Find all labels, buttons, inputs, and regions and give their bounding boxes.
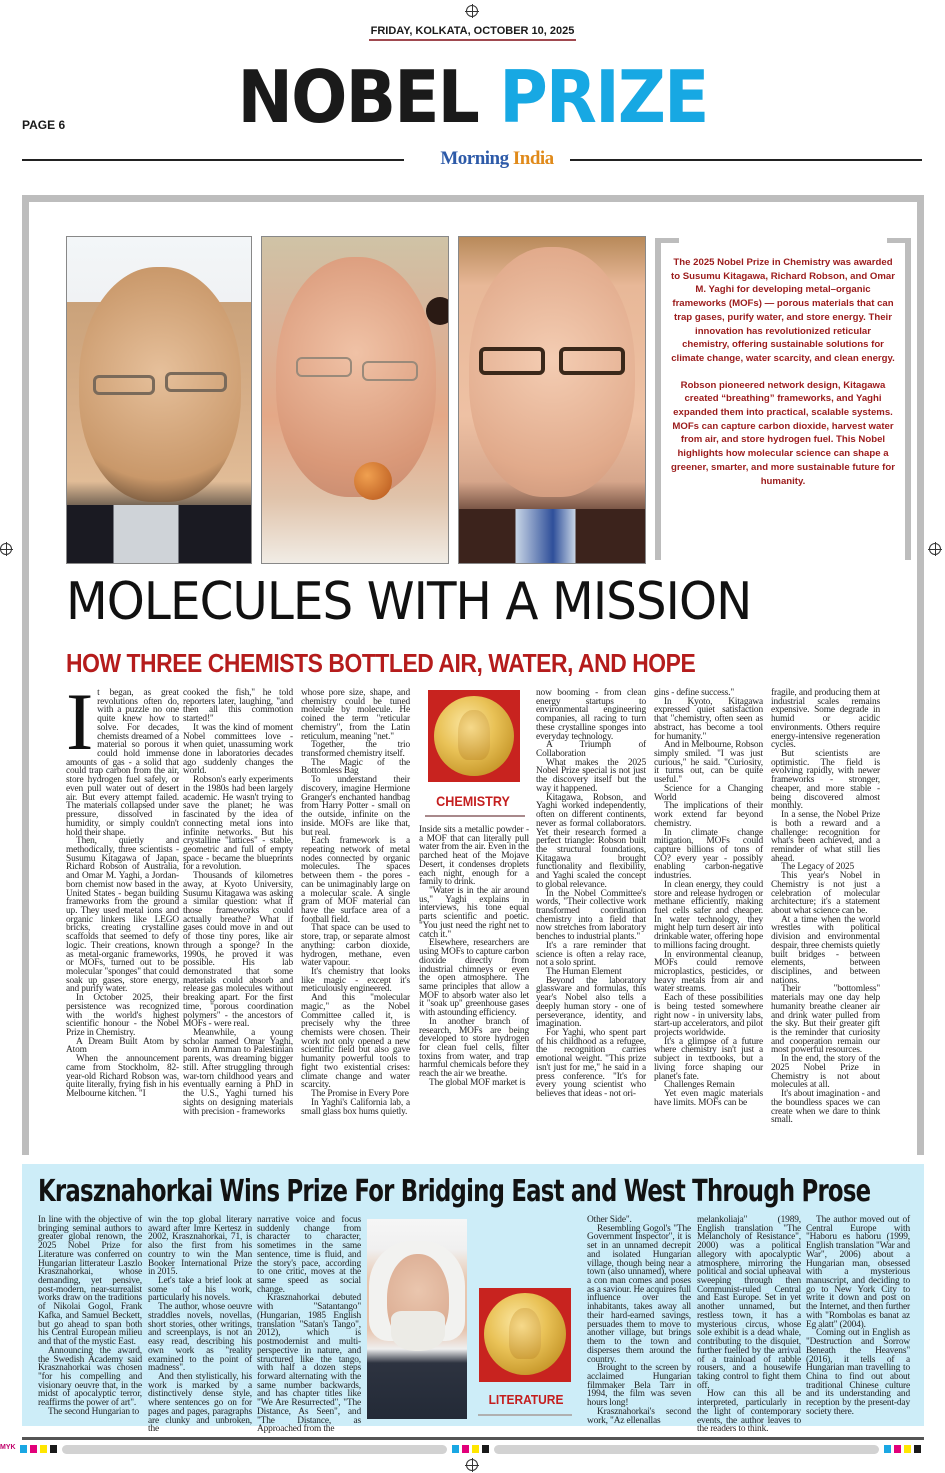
literature-label-rule <box>478 1414 572 1416</box>
masthead-prize: PRIZE <box>499 55 708 139</box>
jacket <box>67 505 252 564</box>
literature-column-3: narrative voice and focus suddenly change from character to character, sometimes in the same sentence, time is fluid, and the story's pace, according to one critic, moves at the same speed as social change. Krasznahorkai debuted with "Satantango" (Hungarian, 1985 English translation "Satan's Tango", 2012), which is postmodernist and multi-perspective in nature, and structured like the tango, with half a dozen steps forward alternating with the same number backwards, and has chapter titles like "We Are Resurrected", "The Distance, As Seen", and "The Distance, as Approached from the <box>257 1215 361 1435</box>
print-bar-left <box>62 1445 447 1454</box>
brand-row <box>22 148 922 172</box>
photo-krasznahorkai <box>367 1219 467 1419</box>
article-column-2: cooked the fish," he told reporters later, laughing, "and then all this commotion started!" It was the kind of moment Nobel committees love - when quiet, unassuming work done in laboratories decades ago suddenly changes the world. Robson's early experiments in the 1980s had been largely academic. He wasn't trying to save the planet; he was fascinated by the idea of connecting metal ions into infinite networks. But his crystalline "lattices" - stable, geometric and full of empty space - became the blueprints for a revolution. Thousands of kilometres away, at Kyoto University, Susumu Kitagawa was asking a similar question: what if those frameworks could actually breathe? What if gases could move in and out of those tiny pores, like air through a sponge? In the 1990s, he proved it was possible. His lab demonstrated that some materials could absorb and release gas molecules without breaking apart. For the first time, "porous coordination polymers" - the ancestors of MOFs - were real. Meanwhile, a young scholar named Omar Yaghi, born in Amman to Palestinian parents, was dreaming bigger still. After struggling through war-torn childhood years and eventually earning a PhD in the U.S., Yaghi turned his sights on designing materials with precision - frameworks <box>183 688 293 1117</box>
nobel-medal-icon <box>484 1293 566 1375</box>
literature-column-5: melankoliaja" (1989, English translation "The Melancholy of Resistance", 2000) was a political allegory with apocalyptic atmosphere, mirroring the political and social upheaval sweeping through then Communist-ruled Central and East Europe. Set in yet another unnamed, but restless town, it has a mysterious circus, whose sole exhibit is a dead whale, contributing to the disquiet, further fuelled by the arrival of a trainload of rabble rousers, and a housewife taking control to fight them off. How can this all be interpreted, particularly in the light of contemporary events, the author leaves to the readers to think. <box>697 1215 801 1435</box>
color-swatches-center <box>452 1445 489 1453</box>
page-number: PAGE 6 <box>22 118 66 132</box>
swatch-black <box>50 1445 57 1453</box>
molecule-model-ball-dark <box>426 297 449 325</box>
photo-yaghi <box>458 236 646 564</box>
literature-medal-image <box>479 1288 571 1382</box>
registration-mark-top <box>466 5 478 17</box>
summary-paragraph: Robson pioneered network design, Kitagawa created “breathing” frameworks, and Yaghi expanded them into practical, scalable systems. MOFs can capture carbon dioxide, harvest water from air, and store hydrogen fuel. This Nobel highlights how molecular science can shape a greener, smarter, and more sustainable future for humanity. <box>671 379 895 487</box>
swatch-cyan <box>884 1445 891 1453</box>
nobel-medal-icon <box>434 696 514 776</box>
literature-headline: Krasznahorkai Wins Prize For Bridging East and West Through Prose <box>38 1174 871 1209</box>
summary-paragraph: The 2025 Nobel Prize in Chemistry was awarded to Susumu Kitagawa, Richard Robson, and Omar M. Yaghi for developing metal–organic frameworks (MOFs) — porous materials that can trap gases, purify water, and store energy. Their innovation has revolutionized reticular chemistry, offering sustainable solutions for climate change, water scarcity, and clean energy. <box>671 257 895 364</box>
divider-right <box>570 159 922 161</box>
swatch-yellow <box>904 1445 911 1453</box>
molecule-model-ball <box>354 462 392 500</box>
print-bar-right <box>494 1445 879 1454</box>
article-column-5: now booming - from clean energy startups to environmental engineering companies, all racing to turn these crystalline sponges into everyday technology. A Triumph of Collaboration What makes the 2025 Nobel Prize special is not just the discovery itself but the way it happened. Kitagawa, Robson, and Yaghi worked independently, often on different continents, never as formal collaborators. Yet their research formed a perfect triangle: Robson built the structural foundations, Kitagawa brought functionality and flexibility, and Yaghi scaled the concept to global relevance. In the Nobel Committee's words, "Their collective work transformed coordination chemistry into a field that now stretches from laboratory benches to industrial plants." It's a rare reminder that science is often a relay race, not a solo sprint. The Human Element Beyond the laboratory glassware and formulas, this year's Nobel also tells a deeply human story - one of perseverance, identity, and imagination. For Yaghi, who spent part of his childhood as a refugee, the recognition carries emotional weight. "This prize isn't just for me," he said in a press conference. "It's for every young scientist who believes that ideas - not ori- <box>536 688 646 1100</box>
registration-mark-right <box>929 543 941 555</box>
article-column-7: fragile, and producing them at industrial scales remains expensive. Some degrade in humid or acidic environments. Others require energy-intensive regeneration cycles. But scientists are optimistic. The field is evolving rapidly, with newer frameworks - stronger, cheaper, and more stable - being discovered almost monthly. In a sense, the Nobel Prize is both a reward and a challenge: recognition for what's been achieved, and a reminder of what still lies ahead. The Legacy of 2025 This year's Nobel in Chemistry is not just a celebration of molecular architecture; it's a statement about what science can be. At a time when the world wrestles with political division and environmental despair, three chemists quietly built bridges - between elements, between disciplines, and between nations. Their "bottomless" materials may one day help humanity breathe cleaner air and drink water pulled from the sky. But their greater gift is the reminder that curiosity and cooperation remain our most powerful resources. In the end, the story of the 2025 Nobel Prize in Chemistry is not about molecules at all. It's about imagination - and the boundless spaces we can create when we dare to think small. <box>771 688 881 1126</box>
chemistry-summary-sidebar <box>655 238 911 560</box>
glasses <box>559 347 625 375</box>
divider-left <box>22 159 404 161</box>
photo-robson <box>261 236 449 564</box>
masthead <box>38 55 907 139</box>
article-column-3: whose pore size, shape, and chemistry could be tuned molecule by molecule. He coined the term "reticular chemistry", from the Latin reticulum, meaning "net." Together, the trio transformed chemistry itself. The Magic of the Bottomless Bag To understand their discovery, imagine Hermione Granger's enchanted handbag from Harry Potter - small on the outside, infinite on the inside. MOFs are like that, but real. Each framework is a repeating network of metal nodes connected by organic molecules. The spaces between them - the pores - can be unimaginably large on a molecular scale. A single gram of MOF material can have the surface area of a football field. That space can be used to store, trap, or separate almost anything: carbon dioxide, hydrogen, methane, even water vapour. It's chemistry that looks like magic - except it's meticulously engineered. And this "molecular magic," as the Nobel Committee called it, is precisely why the three chemists were chosen. Their work not only opened a new scientific field but also gave humanity powerful tools to fight two existential crises: climate change and water scarcity. The Promise in Every Pore In Yaghi's California lab, a small glass box hums quietly. <box>301 688 410 1117</box>
swatch-magenta <box>894 1445 901 1453</box>
swatch-yellow <box>472 1445 479 1453</box>
chemistry-label: CHEMISTRY <box>436 793 510 809</box>
glasses <box>362 361 418 381</box>
photo-kitagawa <box>66 236 252 564</box>
article-column-4: Inside sits a metallic powder - a MOF that can literally pull water from the air. Even in the parched heat of the Mojave Desert, it condenses droplets each night, enough for a family to drink. "Water is in the air around us," Yaghi explains in interviews, his tone equal parts scientific and poetic. "You just need the right net to catch it." Elsewhere, researchers are using MOFs to capture carbon dioxide directly from industrial chimneys or even the open atmosphere. The same principles that allow a MOF to absorb water also let it "soak up" greenhouse gases with astounding efficiency. In another branch of research, MOFs are being developed to store hydrogen for clean fuel cells, filter toxins from water, and trap harmful chemicals before they reach the air we breathe. The global MOF market is <box>419 825 529 1088</box>
glasses <box>93 375 155 395</box>
literature-column-2: win the top global literary award after Imre Kertesz in 2002, Krasznahorkai, 71, is also the first from his country to win the Man Booker International Prize in 2015. Let's take a brief look at some of his work, particularly his novels. The author, whose oeuvre straddles novels, novellas, short stories, other writings, and screenplays, is not an easy read, describing his own work as "reality examined to the point of madness". And then stylistically, his work is marked by a distinctively dense style, where sentences go on for pages and pages, paragraphs are clunky and unbroken, the <box>148 1215 252 1435</box>
swatch-black <box>482 1445 489 1453</box>
registration-mark-left <box>0 543 12 555</box>
article-headline: MOLECULES WITH A MISSION <box>66 572 752 632</box>
jacket <box>459 509 646 564</box>
chemistry-label-rule <box>425 815 525 817</box>
brand-logo: Morning India <box>440 148 554 169</box>
beard <box>391 1311 445 1351</box>
literature-label: LITERATURE <box>488 1392 564 1407</box>
color-swatches-right <box>884 1445 921 1453</box>
literature-column-1: In line with the objective of bringing seminal authors to greater global renown, the 2025 Nobel Prize for Literature was conferred on Hungarian litterateur Laszlo Krasznahorkai, whose demanding, yet pensive, post-modern, near-surrealist works draw on the traditions of Nikolai Gogol, Frank Kafka, and Samuel Beckett, but go ahead to span both his Central European milieu and that of the mystic East. Announcing the award, the Swedish Academy said Krasznahorkai was chosen "for his compelling and visionary oeuvre that, in the midst of apocalyptic terror, reaffirms the power of art". The second Hungarian to <box>38 1215 142 1417</box>
glasses <box>479 347 545 375</box>
literature-column-6: The author moved out of Central Europe with "Haboru es haboru (1999, English translation "War and War", 2006) about a Hungarian man, obsessed with a mysterious manuscript, and deciding to go to New York City to write it down and post on the Internet, and then further with "Rombolas es banat az Eg alatt" (2004). Coming out in English as "Destruction and Sorrow Beneath the Heavens" (2016), it tells of a Hungarian man travelling to China to find out about traditional Chinese culture and its understanding and reception by the present-day society there. <box>806 1215 910 1417</box>
bottom-rule <box>22 1437 924 1440</box>
glasses <box>296 357 352 377</box>
article-column-6: gins - define success." In Kyoto, Kitagawa expressed quiet satisfaction that "chemistry, often seen as abstract, has become a tool for humanity." And in Melbourne, Robson simply smiled. "I was just curious," he said. "Curiosity, it turns out, can be quite useful." Science for a Changing World The implications of their work extend far beyond chemistry. In climate change mitigation, MOFs could capture billions of tons of CO? every year - possibly enabling carbon-negative industries. In clean energy, they could store and release hydrogen or methane efficiently, making fuel cells safer and cheaper. In water technology, they might help turn desert air into drinkable water, offering hope to millions facing drought. In environmental cleanup, MOFs could remove microplastics, pesticides, or heavy metals from air and water streams. Each of these possibilities is being tested somewhere right now - in university labs, start-up accelerators, and pilot projects worldwide. It's a glimpse of a future where chemistry isn't just a subject in textbooks, but a living force shaping our planet's fate. Challenges Remain Yet even magic materials have limits. MOFs can be <box>654 688 763 1108</box>
article-subheadline: HOW THREE CHEMISTS BOTTLED AIR, WATER, AND HOPE <box>66 648 696 678</box>
dateline: FRIDAY, KOLKATA, OCTOBER 10, 2025 <box>0 25 945 41</box>
glasses <box>165 372 227 392</box>
literature-column-4: Other Side". Resembling Gogol's "The Government Inspector", it is set in an unnamed decrepit and isolated Hungarian village, though being near a town (also unnamed), where a con man comes and poses as a saviour. He acquires full influence over the inhabitants, takes away all their hard-earned savings, persuades them to move to another village, but brings them to the town and disperses them around the country. Brought to the screen by acclaimed Hungarian filmmaker Bela Tarr in 1994, the film was seven hours long! Krasznahorkai's second work, "Az ellenallas <box>587 1215 691 1426</box>
chemistry-medal-image <box>428 690 520 782</box>
article-column-1: I t began, as great revolutions often do, with a puzzle no one quite knew how to solve. For decades, chemists dreamed of a material so porous it could hold immense amounts of gas - a solid that could trap carbon from the air, store hydrogen fuel safely, or even pull water out of desert air. But every attempt failed. The materials collapsed under pressure, dissolved in humidity, or simply couldn't hold their shape. Then, quietly and methodically, three scientists - Susumu Kitagawa of Japan, Richard Robson of Australia, and Omar M. Yaghi, a Jordan-born chemist now based in the United States - began building frameworks from the ground up. They used metal ions and organic linkers like LEGO bricks, creating crystalline scaffolds that seemed to defy logic. Their creations, known as metal-organic frameworks, or MOFs, turned out to be molecular "sponges" that could soak up gases, store energy, and purify water. In October 2025, their persistence was recognized with the world's highest scientific honour - the Nobel Prize in Chemistry. A Dream Built Atom by Atom When the announcement came from Stockholm, 82-year-old Richard Robson was, quite literally, frying fish in his Melbourne kitchen. "I <box>66 676 179 1100</box>
swatch-black <box>914 1445 921 1453</box>
registration-mark-bottom <box>466 1459 478 1471</box>
swatch-magenta <box>462 1445 469 1453</box>
drop-cap: I <box>66 676 94 767</box>
masthead-nobel: NOBEL <box>237 55 478 139</box>
swatch-cyan <box>20 1445 27 1453</box>
swatch-magenta <box>30 1445 37 1453</box>
color-swatches-left <box>20 1445 57 1453</box>
cmyk-label: MYK <box>0 1444 16 1451</box>
swatch-cyan <box>452 1445 459 1453</box>
swatch-yellow <box>40 1445 47 1453</box>
